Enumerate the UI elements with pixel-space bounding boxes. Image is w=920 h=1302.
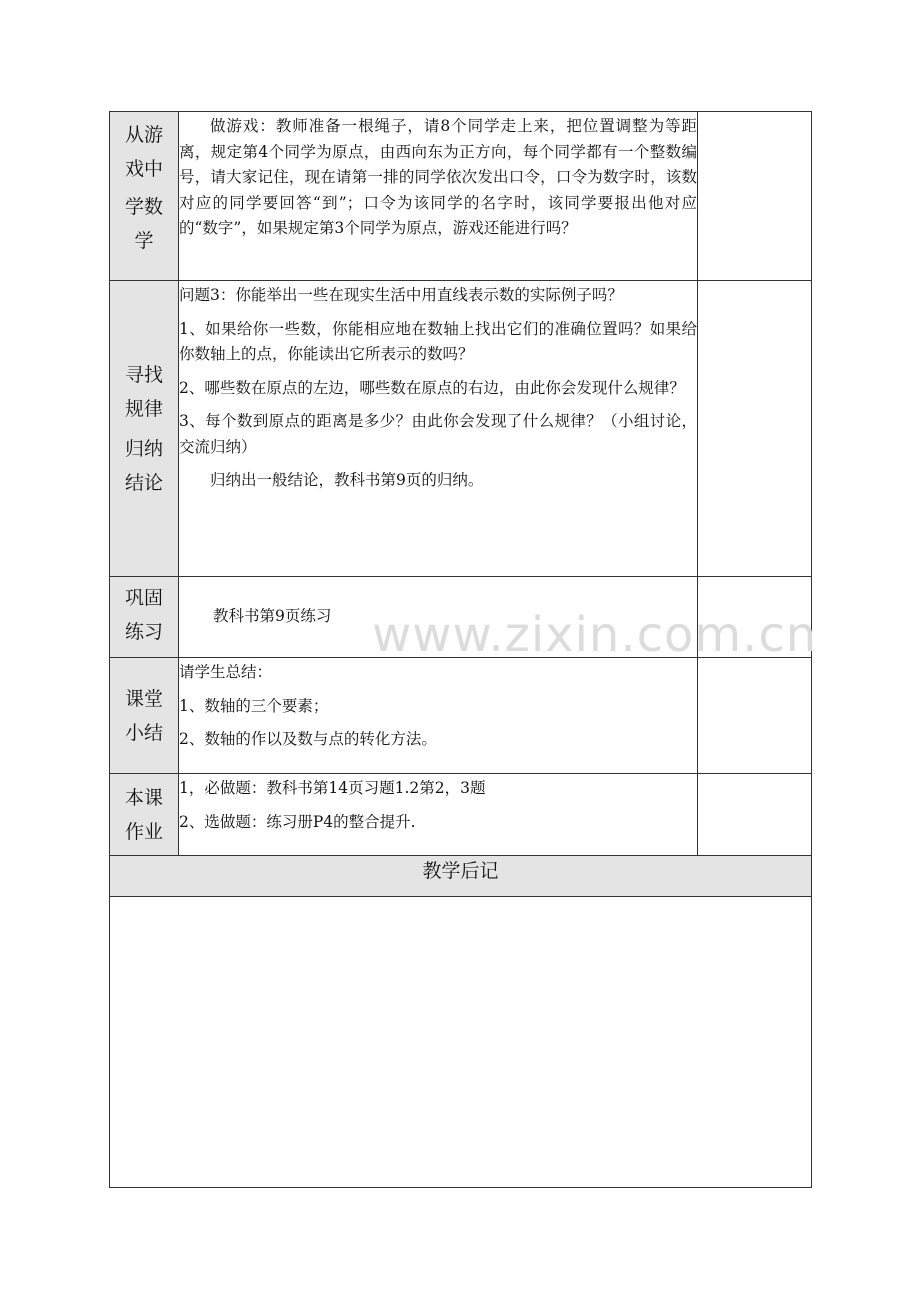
paragraph: 问题3：你能举出一些在现实生活中用直线表示数的实际例子吗？ xyxy=(179,286,623,304)
notes-cell xyxy=(698,281,812,577)
paragraph: 2、数轴的作以及数与点的转化方法。 xyxy=(179,730,437,748)
notes-cell xyxy=(698,577,812,658)
label-line: 从游 xyxy=(124,124,163,146)
notes-cell xyxy=(698,658,812,774)
section-row-game xyxy=(110,112,812,281)
notes-cell xyxy=(698,112,812,281)
label-line: 小结 xyxy=(124,721,163,744)
section-content xyxy=(179,774,698,856)
section-content xyxy=(179,577,698,658)
section-label xyxy=(110,774,179,856)
label-line: 结论 xyxy=(124,471,163,494)
paragraph: 1、如果给你一些数，你能相应地在数轴上找出它们的准确位置吗？如果给你数轴上的点，你能读出它所表示的数吗？ xyxy=(179,319,697,363)
section-row-practice xyxy=(110,577,812,658)
paragraph: 2、选做题：练习册P4的整合提升. xyxy=(179,812,416,831)
section-label xyxy=(110,112,179,281)
label-line: 巩固 xyxy=(124,587,163,609)
section-row-homework xyxy=(110,774,812,856)
label-line: 课堂 xyxy=(124,687,163,710)
label-line: 戏中 xyxy=(124,158,163,180)
section-row-rules xyxy=(110,281,812,577)
label-line: 规律 xyxy=(124,397,163,420)
paragraph: 教科书第9页练习 xyxy=(213,607,332,626)
postscript-body xyxy=(110,897,812,1188)
label-line: 归纳 xyxy=(124,437,163,460)
label-line: 本课 xyxy=(124,786,163,809)
notes-cell xyxy=(698,774,812,856)
paragraph: 1，必做题：教科书第14页习题1.2第2，3题 xyxy=(179,779,486,797)
lesson-plan-table xyxy=(109,111,812,1188)
label-line: 练习 xyxy=(124,621,163,643)
postscript-header: 教学后记 xyxy=(110,856,812,897)
paragraph: 做游戏：教师准备一根绳子，请8个同学走上来，把位置调整为等距离，规定第4个同学为原点，由西向东为正方向，每个同学都有一个整数编号，请大家记住，现在请第一排的同学依次发出口令，口令为数字时，该数对应的同学要回答“到”；口令为该同学的名字时，该同学要报出他对应的“数字”，如果规定第3个同学为原点，游戏还能进行吗？ xyxy=(179,117,697,237)
section-label xyxy=(110,658,179,774)
watermark-text: www.zixin.com.cn xyxy=(372,607,818,663)
paragraph: 归纳出一般结论，教科书第9页的归纳。 xyxy=(210,471,484,489)
section-label xyxy=(110,281,179,577)
section-label xyxy=(110,577,179,658)
paragraph: 1、数轴的三个要素； xyxy=(179,696,329,715)
section-content xyxy=(179,281,698,577)
label-line: 作业 xyxy=(124,820,163,843)
paragraph: 2、哪些数在原点的左边，哪些数在原点的右边，由此你会发现什么规律？ xyxy=(179,378,685,397)
section-content xyxy=(179,658,698,774)
label-line: 寻找 xyxy=(124,363,163,386)
paragraph: 请学生总结： xyxy=(179,663,273,681)
label-line: 学 xyxy=(134,230,154,252)
label-line: 学数 xyxy=(124,196,163,218)
paragraph: 3、每个数到原点的距离是多少？由此你会发现了什么规律？（小组讨论，交流归纳） xyxy=(179,412,697,456)
section-content xyxy=(179,112,698,281)
postscript-header-row xyxy=(110,856,812,897)
postscript-body-row xyxy=(110,897,812,1188)
section-row-summary xyxy=(110,658,812,774)
